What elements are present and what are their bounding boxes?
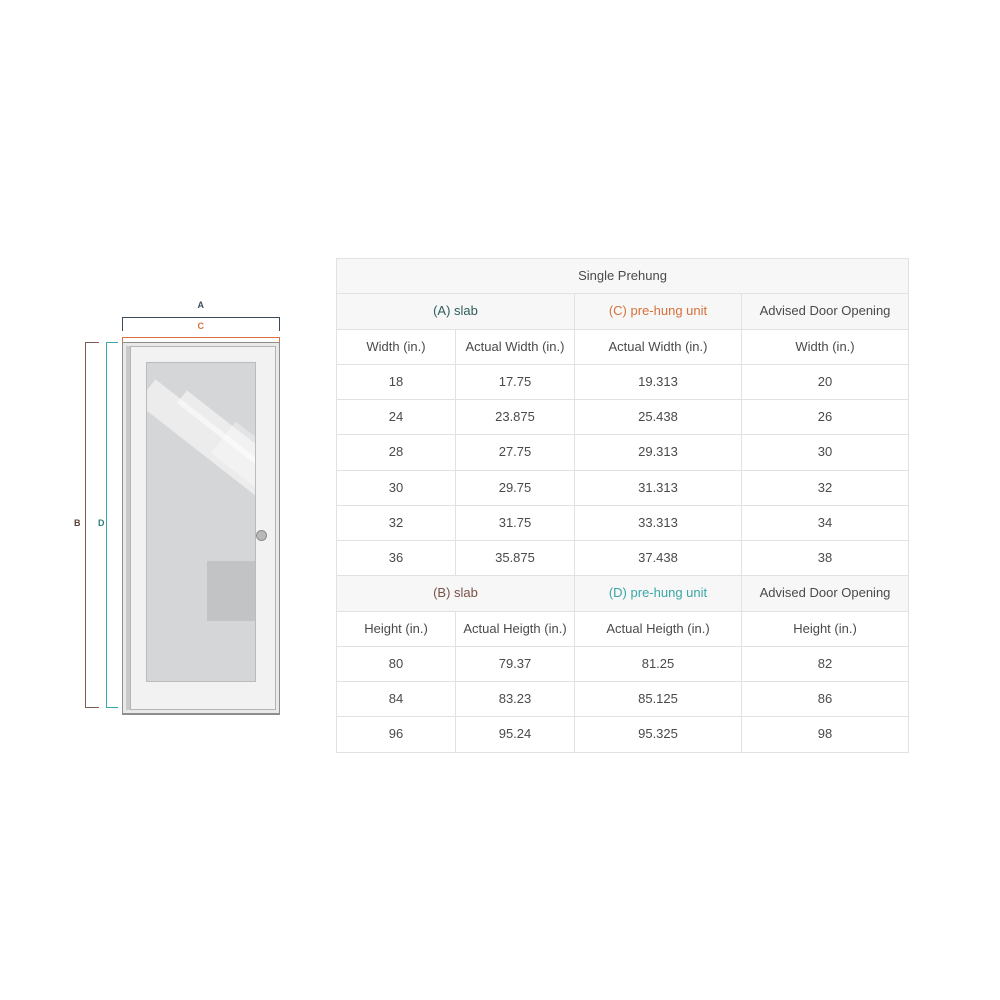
- group-name-slab: slab: [454, 585, 478, 601]
- column-header-actual-width-prehung: Actual Width (in.): [575, 329, 742, 364]
- cell-actual-width-prehung: 29.313: [575, 435, 742, 470]
- cell-actual-width-slab: 27.75: [456, 435, 575, 470]
- column-header-advised-width: Width (in.): [742, 329, 909, 364]
- cell-advised-height: 82: [742, 646, 909, 681]
- cell-actual-width-slab: 31.75: [456, 505, 575, 540]
- table-title-row: [337, 259, 909, 294]
- table-row: [337, 646, 909, 681]
- group-name-prehung: pre-hung unit: [630, 585, 708, 601]
- table-row: [337, 682, 909, 717]
- width-header-row: [337, 329, 909, 364]
- cell-advised-width: 30: [742, 435, 909, 470]
- cell-actual-height-prehung: 85.125: [575, 682, 742, 717]
- cell-width-nominal: 24: [337, 400, 456, 435]
- cell-actual-height-slab: 79.37: [456, 646, 575, 681]
- group-name-slab: slab: [454, 303, 478, 319]
- table-row: [337, 717, 909, 752]
- door-glass-panel: [146, 362, 256, 682]
- table-title: Single Prehung: [337, 259, 909, 294]
- door-knob-icon: [256, 530, 267, 541]
- table-row: [337, 541, 909, 576]
- door-diagram: [60, 280, 310, 730]
- cell-actual-height-slab: 83.23: [456, 682, 575, 717]
- glass-shading: [207, 561, 256, 621]
- dimension-bracket-b: [85, 342, 99, 708]
- cell-width-nominal: 28: [337, 435, 456, 470]
- table-row: [337, 505, 909, 540]
- cell-actual-width-slab: 29.75: [456, 470, 575, 505]
- height-header-row: [337, 611, 909, 646]
- group-advised-opening-height: Advised Door Opening: [742, 576, 909, 611]
- cell-height-nominal: 84: [337, 682, 456, 717]
- door-size-table: [336, 258, 909, 753]
- table-row: [337, 400, 909, 435]
- cell-actual-width-slab: 17.75: [456, 364, 575, 399]
- cell-advised-width: 38: [742, 541, 909, 576]
- dimension-label-c: C: [197, 321, 205, 331]
- group-prehung-c: [575, 294, 742, 329]
- group-tag-d: (D): [608, 585, 627, 601]
- cell-height-nominal: 80: [337, 646, 456, 681]
- column-header-actual-height-prehung: Actual Heigth (in.): [575, 611, 742, 646]
- table-row: [337, 435, 909, 470]
- cell-actual-height-prehung: 95.325: [575, 717, 742, 752]
- cell-width-nominal: 32: [337, 505, 456, 540]
- group-name-prehung: pre-hung unit: [630, 303, 708, 319]
- cell-height-nominal: 96: [337, 717, 456, 752]
- column-header-advised-height: Height (in.): [742, 611, 909, 646]
- group-slab-a: [337, 294, 575, 329]
- group-tag-b: (B): [433, 585, 451, 601]
- cell-actual-width-prehung: 37.438: [575, 541, 742, 576]
- table-row: [337, 470, 909, 505]
- cell-actual-height-slab: 95.24: [456, 717, 575, 752]
- floor-line: [122, 714, 280, 715]
- dimension-bracket-d: [106, 342, 118, 708]
- cell-width-nominal: 30: [337, 470, 456, 505]
- cell-advised-width: 34: [742, 505, 909, 540]
- column-header-height-nominal: Height (in.): [337, 611, 456, 646]
- cell-width-nominal: 36: [337, 541, 456, 576]
- cell-actual-width-slab: 35.875: [456, 541, 575, 576]
- group-slab-b: [337, 576, 575, 611]
- cell-width-nominal: 18: [337, 364, 456, 399]
- height-group-row: [337, 576, 909, 611]
- cell-advised-height: 86: [742, 682, 909, 717]
- width-group-row: [337, 294, 909, 329]
- cell-advised-height: 98: [742, 717, 909, 752]
- dimension-label-b: B: [74, 518, 81, 528]
- dimension-label-d: D: [98, 518, 105, 528]
- cell-actual-width-prehung: 31.313: [575, 470, 742, 505]
- group-tag-a: (A): [433, 303, 451, 319]
- cell-actual-width-prehung: 19.313: [575, 364, 742, 399]
- group-prehung-d: [575, 576, 742, 611]
- cell-actual-height-prehung: 81.25: [575, 646, 742, 681]
- cell-actual-width-prehung: 25.438: [575, 400, 742, 435]
- cell-advised-width: 26: [742, 400, 909, 435]
- dimension-label-a: A: [197, 300, 205, 310]
- table-row: [337, 364, 909, 399]
- cell-actual-width-slab: 23.875: [456, 400, 575, 435]
- cell-actual-width-prehung: 33.313: [575, 505, 742, 540]
- cell-advised-width: 20: [742, 364, 909, 399]
- group-advised-opening-width: Advised Door Opening: [742, 294, 909, 329]
- cell-advised-width: 32: [742, 470, 909, 505]
- column-header-actual-height-slab: Actual Heigth (in.): [456, 611, 575, 646]
- column-header-actual-width-slab: Actual Width (in.): [456, 329, 575, 364]
- column-header-width-nominal: Width (in.): [337, 329, 456, 364]
- group-tag-c: (C): [608, 303, 627, 319]
